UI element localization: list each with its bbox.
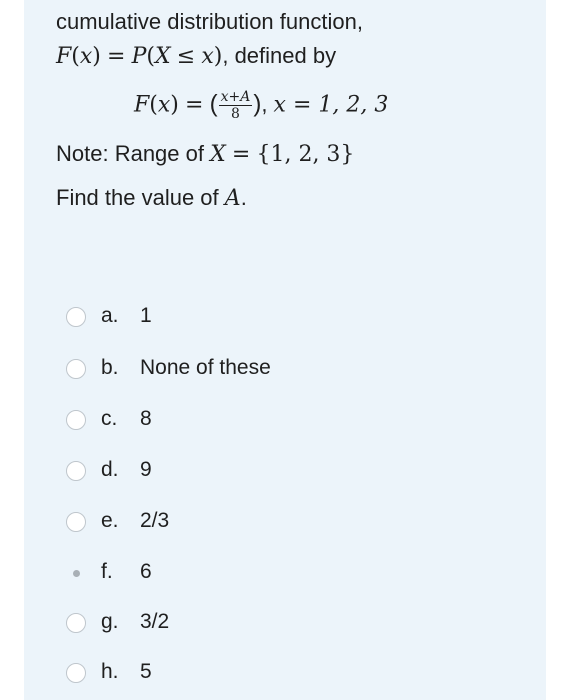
option-text: 2/3: [140, 509, 170, 532]
option-c[interactable]: [0, 403, 546, 443]
math-X: X: [154, 44, 171, 69]
option-letter: e.: [101, 509, 119, 532]
option-e[interactable]: [0, 505, 546, 545]
option-g[interactable]: [0, 606, 546, 646]
radio-button[interactable]: [66, 461, 86, 481]
question-formula: F(x) = ( $\frac{x+A}{8}$ ), x = 1, 2, 3: [134, 89, 389, 122]
option-text: 6: [140, 560, 152, 583]
note-X: X: [210, 142, 226, 167]
note-range: {1, 2, 3}: [256, 142, 355, 167]
question-line-2: F(x) = P(X ≤ x), defined by: [56, 43, 337, 69]
option-letter: b.: [101, 356, 119, 379]
note-label: Note: Range of: [56, 141, 204, 166]
option-letter: g.: [101, 610, 119, 633]
math-x-2: x: [201, 44, 214, 69]
option-letter: d.: [101, 458, 119, 481]
option-letter: a.: [101, 304, 119, 327]
question-line-1: cumulative distribution function,: [56, 9, 363, 34]
option-f[interactable]: [0, 556, 546, 596]
option-text: 9: [140, 458, 152, 481]
option-d[interactable]: [0, 454, 546, 494]
radio-button[interactable]: [66, 359, 86, 379]
note-line: [56, 140, 354, 169]
math-f: F: [56, 44, 72, 69]
radio-button[interactable]: [66, 512, 86, 532]
math-eq: =: [107, 44, 126, 69]
option-b[interactable]: [0, 352, 546, 392]
find-line: Find the value of A.: [56, 185, 247, 211]
find-label: Find the value of: [56, 185, 219, 210]
option-a[interactable]: [0, 300, 546, 340]
option-text: 1: [140, 304, 152, 327]
option-text: 3/2: [140, 610, 170, 633]
option-text: 5: [140, 660, 152, 683]
radio-button[interactable]: [66, 410, 86, 430]
fraction-numerator: x+A: [220, 89, 251, 105]
defined-by-text: , defined by: [222, 43, 337, 68]
selected-radio-dot[interactable]: [73, 570, 80, 577]
note-eq: =: [231, 142, 251, 167]
radio-button[interactable]: [66, 663, 86, 683]
option-letter: h.: [101, 660, 119, 683]
option-h[interactable]: [0, 656, 546, 696]
formula-fraction: [219, 90, 253, 121]
option-text: None of these: [140, 356, 271, 379]
math-p: P: [131, 44, 147, 69]
formula-eq: =: [185, 92, 204, 118]
option-text: 8: [140, 407, 152, 430]
math-le: ≤: [176, 44, 196, 69]
formula-f: F: [134, 92, 150, 118]
option-letter: c.: [101, 407, 118, 430]
formula-domain: x = 1, 2, 3: [273, 92, 389, 118]
fraction-denominator: 8: [230, 106, 240, 122]
option-letter: f.: [101, 560, 113, 583]
find-A: A: [224, 186, 241, 211]
radio-button[interactable]: [66, 307, 86, 327]
radio-button[interactable]: [66, 613, 86, 633]
formula-x: x: [157, 92, 171, 118]
math-x: x: [79, 44, 93, 69]
